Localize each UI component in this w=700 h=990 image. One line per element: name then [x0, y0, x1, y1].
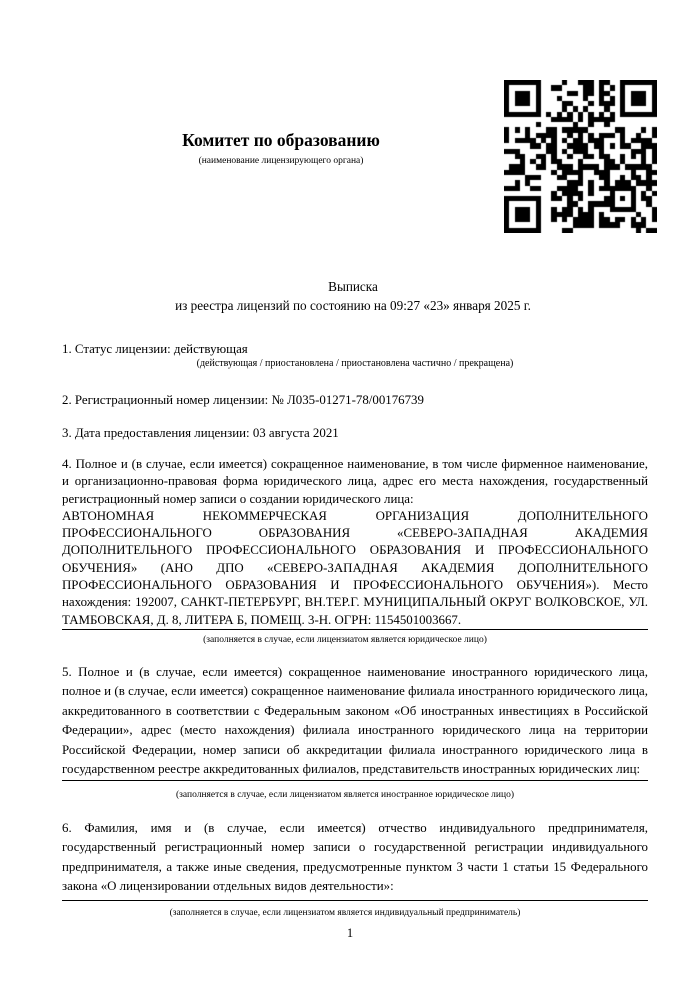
legal-entity-label: 4. Полное и (в случае, если имеется) сокращенное наименование, в том числе фирменное наименование, и организационно-правовая форма юридического лица, адрес его места нахождения, государственный регистрационный номер записи о создании юридического лица: — [62, 457, 648, 506]
field-registration-number — [62, 392, 648, 408]
document-title-line2: из реестра лицензий по состоянию на 09:27 «23» января 2025 г. — [175, 297, 531, 313]
entrepreneur-rule — [62, 900, 648, 901]
field-license-status — [62, 341, 648, 357]
field-legal-entity — [62, 456, 648, 629]
license-status-caption: (действующая / приостановлена / приостановлена частично / прекращена) — [196, 358, 514, 369]
registration-number-text: 2. Регистрационный номер лицензии: № Л035-01271-78/00176739 — [62, 393, 424, 407]
foreign-entity-label: 5. Полное и (в случае, если имеется) сокращенное наименование иностранного юридического лица, полное и (в случае, если имеется) сокращенное наименование филиала иностранного юридического лица, аккредитованного в соответствии с Федеральным законом «Об иностранных инвестициях в Российской Федерации», адрес (место нахождения) филиала иностранного юридического лица на территории Российской Федерации, номер записи об аккредитации филиала иностранного юридического лица в государственном реестре аккредитованных филиалов, представительств иностранных юридических лиц: — [62, 665, 648, 777]
legal-entity-caption: (заполняется в случае, если лицензиатом является юридическое лицо) — [203, 635, 487, 645]
qr-code-icon — [504, 80, 657, 233]
foreign-entity-rule — [62, 780, 648, 781]
foreign-entity-caption: (заполняется в случае, если лицензиатом является иностранное юридическое лицо) — [176, 790, 514, 800]
field-entrepreneur — [62, 819, 648, 897]
field-foreign-entity — [62, 663, 648, 779]
licensing-authority-name: Комитет по образованию — [182, 130, 380, 150]
document-title-line1: Выписка — [328, 279, 378, 294]
entrepreneur-caption: (заполняется в случае, если лицензиатом является индивидуальный предприниматель) — [169, 908, 521, 918]
field-grant-date — [62, 425, 648, 441]
entrepreneur-label: 6. Фамилия, имя и (в случае, если имеется) отчество индивидуального предпринимателя, государственный регистрационный номер записи о государственной регистрации индивидуального предпринимателя, а также иные сведения, предусмотренные пунктом 3 части 1 статьи 15 Федерального закона «О лицензировании отдельных видов деятельности»: — [62, 821, 648, 894]
legal-entity-rule — [62, 629, 648, 630]
licensing-authority-block — [62, 130, 500, 167]
grant-date-text: 3. Дата предоставления лицензии: 03 августа 2021 — [62, 426, 339, 440]
document-title — [57, 278, 649, 315]
page-number: 1 — [346, 926, 354, 940]
licensing-authority-caption: (наименование лицензирующего органа) — [198, 156, 364, 166]
legal-entity-value: АВТОНОМНАЯ НЕКОММЕРЧЕСКАЯ ОРГАНИЗАЦИЯ ДОПОЛНИТЕЛЬНОГО ПРОФЕССИОНАЛЬНОГО ОБРАЗОВАНИЯ «СЕВЕРО-ЗАПАДНАЯ АКАДЕМИЯ ДОПОЛНИТЕЛЬНОГО ПРОФЕССИОНАЛЬНОГО ОБРАЗОВАНИЯ И ПРОФЕССИОНАЛЬНОГО ОБУЧЕНИЯ» (АНО ДПО «СЕВЕРО-ЗАПАДНАЯ АКАДЕМИЯ ДОПОЛНИТЕЛЬНОГО ПРОФЕССИОНАЛЬНОГО ОБРАЗОВАНИЯ И ПРОФЕССИОНАЛЬНОГО ОБУЧЕНИЯ»). Место нахождения: 192007, САНКТ-ПЕТЕРБУРГ, ВН.ТЕР.Г. МУНИЦИПАЛЬНЫЙ ОКРУГ ВОЛКОВСКОЕ, УЛ. ТАМБОВСКАЯ, Д. 8, ЛИТЕРА Б, ПОМЕЩ. 3-Н. ОГРН: 1154501003667. — [62, 508, 648, 627]
license-status-text: 1. Статус лицензии: действующая — [62, 342, 248, 356]
